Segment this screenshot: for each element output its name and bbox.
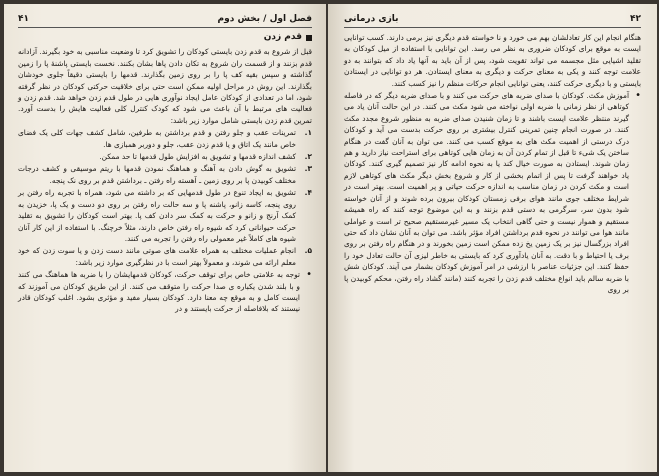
right-page-body	[344, 32, 641, 295]
sub-list-item	[344, 90, 641, 295]
left-page-number: ۴۱	[18, 14, 29, 24]
item-number: ۳.	[304, 164, 312, 174]
list-item	[18, 163, 312, 186]
right-page	[328, 4, 657, 472]
sub-list-item	[18, 269, 312, 315]
section-title: قدم زدن	[263, 32, 302, 42]
item-number: ۴.	[304, 188, 312, 198]
sub-item-text: آموزش مکث. کودکان با صدای ضربه های حرکت می کنند و با صدای ضربه دیگر که در فاصله کوتاهی از نظر زمانی با ضربه اولی نواخته می شود مکث می کنند. در این حالت آنان یاد می گیرند منتظر علامت ایست باشند و تا زمان شنیدن صدای ضربه به منظور شروع مجدد مکث کنند. در صورت انجام چنین تمرینی کنترل بیشتری بر روی حرکت بدست می آید و کودکان درک درستی از اهمیت مکث های به موقع کسب می کنند. می توان به آنان گفت در هنگام ساختن یک شیء تا قبل از تمام کردن آن به زمان هایی کوتاهی برای استراحت نیاز دارید و هم زمان شوند. ایستادن به صورت خیال کند یا به نحوه ادامه کار نیز تصمیم گیری کنند. کودکان یاد خواهند گرفت تا پس از اتمام بخشی از کار و شروع بخش دیگر مکث های کوتاهی لازم است و مکث کردن در زمان مناسب به اندازه حرکت حیاتی و پر اهمیت است. بهتر است در شرایط مختلف جوی مانند هوای برفی زمستان کودکان بیرون برده شوند و از آنان خواسته شود بدون سر، سرگرمی به دستی قدم بزنند و به این موضوع توجه کنند که راه همیشه مستقیم و هموار نیست و حتی گاهی انتخاب یک مسیر غیرمستقیم صحیح تر است و عواملی مانند هوا می توانند در نحوه قدم برداشتن افراد مؤثر باشد. می توان به آنان نشان داد که حتی افراد بزرگسال نیز بر یک زمین یخ زده ممکن است زمین بخورند و در هنگام راه رفتن بر روی برف یا احتیاط و با دقت. به آنان یادآوری کرد که بایستی به خاطر لیزی آن حالت تعادل خود را حفظ کنند. این جزئیات عناصر با ارزشی در امر آموزش کودکان بشمار می آیند. کودکان شش با ضربه سالم باید انواع مختلف قدم زدن را تجربه کنند (مانند گشاد راه رفتن، محکم کوبیدن پا بر روی	[344, 91, 629, 294]
item-text: تشویق به گوش دادن به آهنگ و هماهنگ نمودن قدمها با ریتم موسیقی و کشف درجات مختلف کوبیدن پا بر روی زمین ـ آهسته راه رفتن ـ برداشتن قدم بر روی نک پنجه.	[18, 164, 296, 185]
bullet-icon: •	[635, 90, 641, 102]
item-number: ۵.	[304, 246, 312, 256]
sub-item-text: توجه به علامتی خاص برای توقف حرکت، کودکان قدمهایشان را با ضربه ها هماهنگ می کنند و با بلند شدن یکباره ی صدا حرکت را متوقف می کنند. از این طریق کودکان می آموزند که ایست کامل و به موقع چه معنا دارد. کودکان بسیار مفید و مؤثری بشود. اغلب کودکان قادر نیستند که بلافاصله از حرکت بایستند و در	[18, 270, 300, 314]
left-page-header	[18, 14, 312, 28]
right-intro-paragraph: هنگام انجام این کار تعادلشان بهم می خورد و نا خواسته قدم دیگری نیز برمی دارند. کسب توانایی ایست به موقع برای کودکان ضروری به نظر می رسد. این توانایی با استفاده از میل کودکان به تقلید اشیایی مثل مجسمه می تواند تقویت شود، پس از آن باید به آنها یاد داد که بتوانند به دو علامت توجه کنند و یکی به معنای حرکت و دیگری به معنای ایستادن. هر دو توانایی در ایستادن بایستی و با دیگری حرکت کنند، یعنی توانایی انجام حرکات منظم را نیز کسب کنند.	[344, 33, 641, 88]
list-item	[18, 245, 312, 268]
item-number: ۲.	[304, 152, 312, 162]
left-page-body	[18, 32, 312, 315]
list-item	[18, 127, 312, 150]
bullet-icon: •	[306, 269, 312, 281]
item-number: ۱.	[304, 128, 312, 138]
item-text: انجام عملیات مختلف به همراه علامت های صوتی مانند دست زدن و یا سوت زدن که خود معلم ارائه می شوند، و معمولاً بهتر است با در نظرگیری موارد زیر باشد:	[18, 246, 296, 267]
square-bullet-icon	[306, 35, 312, 41]
left-page	[4, 4, 326, 472]
right-page-header	[344, 14, 641, 28]
right-page-number: ۴۲	[630, 14, 641, 24]
left-intro-paragraph: قبل از شروع به قدم زدن بایستی کودکان را تشویق کرد تا وضعیت مناسبی به خود بگیرند. آزادانه قدم بزنند و از قسمت ران شروع به تکان دادن پاها بشان بکنند. نخست بایستی پاشنهٔ پا را زمین گذاشته و سپس بقیه کف پا را بر روی زمین بگذارند. قدمها را بایستی دقیقاً جلوی خودشان بگذارند. این روش در مراحل اولیه ممکن است حتی برای خلاقیت حرکتی کودکان در نظر گرفته شود، اما در تعدادی از کودکان عامل ایجاد نوآوری هایی در طول قدم زدن خواهد شد. قدم زدن و فعالیت های مرتبط با آن باعث می شود که کودک کنترل کلی فعالیت هایش را بدست آورد. تمرین قدم زدن بایستی شامل موارد زیر باشد:	[18, 47, 312, 125]
list-item	[18, 187, 312, 244]
item-text: تمرینات عقب و جلو رفتن و قدم برداشتن به طرفین، شامل کشف جهات کلی یک فضای خاص مانند یک اتاق و یا قدم زدن عقب، جلو و دوربر همبازی ها.	[18, 128, 296, 149]
item-text: تشویق به ایجاد تنوع در طول قدمهایی که بر داشته می شود، همراه با تجربه راه رفتن بر روی پنجه، کاسه زانو، پاشنه پا و سه حالت راه رفتن بر روی دو دست و یک پا، خزیدن به کمک آرنج و زانو و حرکت به کمک سر دادن کف پا. بهتر است کودکان را تشویق به تقلید حرکت حیواناتی کرد که شیوه راه رفتن خاص دارند، مثلاً خرچنگ. با استفاده از این کار آنان شیوه های کاملاً غیر معمولی راه رفتن را تجربه می کنند.	[18, 188, 296, 243]
section-heading	[18, 32, 312, 43]
item-text: کشف اندازه قدمها و تشویق به افزایش طول قدمها تا حد ممکن.	[99, 152, 296, 162]
list-item	[18, 151, 312, 162]
left-page-header-title: فصل اول / بخش دوم	[217, 14, 312, 24]
right-page-header-title: بازی درمانی	[344, 14, 399, 24]
